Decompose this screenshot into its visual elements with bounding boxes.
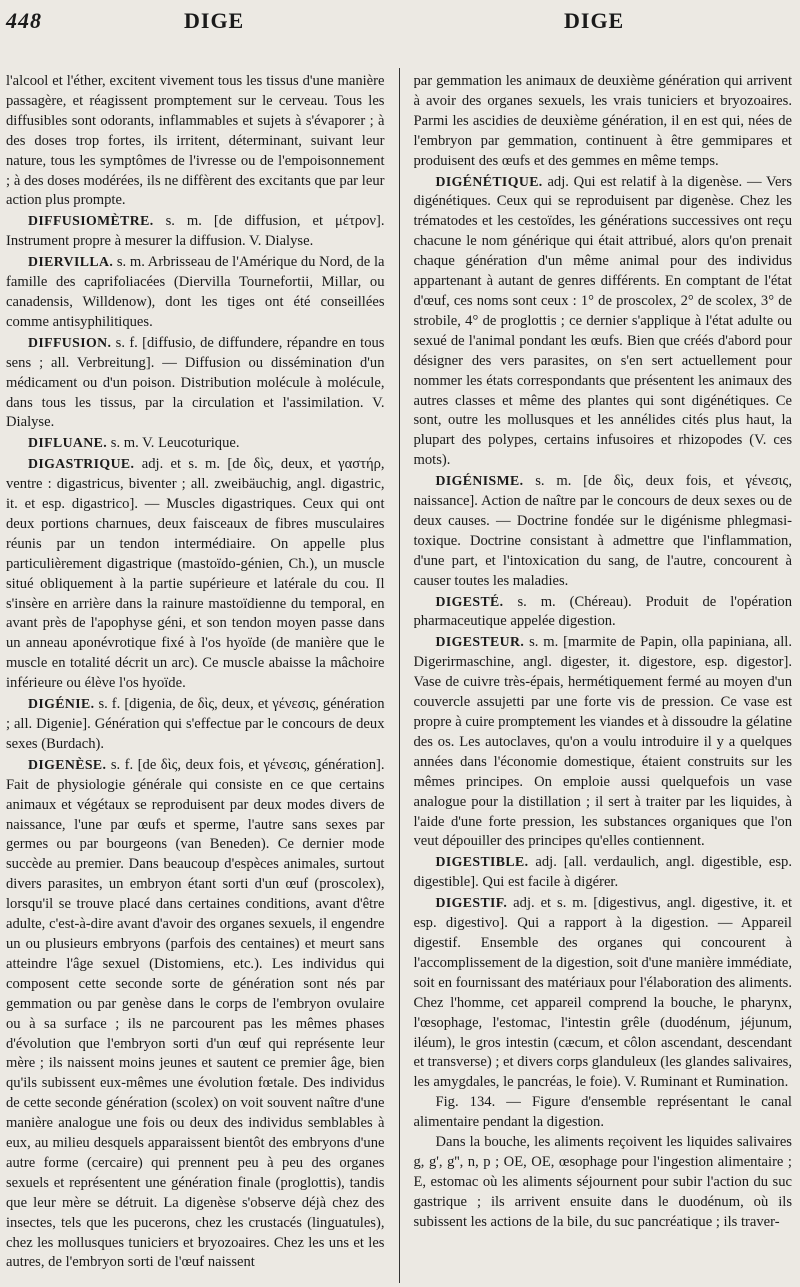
entry-text: s. m. (Chéreau). Produit de l'opération pharmaceutique appelée digestion. — [413, 593, 792, 630]
entry-text: l'alcool et l'éther, excitent vivement tous les tissus d'une manière passagère, et réagissent promptement sur le cerveau. Tous les diffusibles sont odorants, inflammables et sujets à s'évaporer ; à des doses trop fortes, ils irritent, déterminant, suivant leur nature, tous les symptômes de l'ivresse ou de l'empoisonnement ; à des doses modérées, ils ne diffèrent des excitants que par leur action plus prompte. — [6, 73, 385, 209]
figure-caption — [414, 1093, 793, 1133]
entry-text: s. f. [diffusio, de diffundere, répandre en tous sens ; all. Verbreitung]. — Diffusion ou dissémination d'un médicament ou d'un poison. Distribution molécule à molécule, dans tous les tissus, par la circulation et l'assimilation. V. Dialyse. — [6, 334, 385, 431]
headword: DIGÉNIE. — [28, 696, 95, 712]
entry-text: s. m. [marmite de Papin, olla papiniana, all. Digerirmaschine, angl. digester, it. digestore, esp. digestor]. Vase de cuivre très-épais, hermétiquement fermé au moyen d'un couvercle assujetti par une forte vis de pression. Ce vase est propre à cuire promptement les viandes et à dissoudre la gélatine des os. Les autoclaves, qu'on a voulu introduire il y a quelques années dans l'économie domestique, étaient construits sur les mêmes principes. On emploie aussi quelquefois un vase analogue pour la distillation ; il sert à traiter par les liquides, à l'aide d'une forte pression, les substances organiques que l'on veut dépouiller des principes qu'elles contiennent. — [413, 634, 792, 850]
headword: DIGESTEUR. — [435, 634, 525, 650]
caption-text: Fig. 134. — Figure d'ensemble représentant le canal alimentaire pendant la digestion. — [413, 1094, 792, 1131]
entry-digenetique — [414, 172, 793, 472]
entry-text: s. f. [de δὶς, deux fois, et γένεσις, génération]. Fait de physiologie générale qui consiste en ce que certains animaux et végétaux se reproduisent par deux modes divers de naissance, l'une par œufs et sperme, l'autre sans sexes par germes ou par bourgeons (van Beneden). Ce dernier mode succède au premier. Dans beaucoup d'espèces animales, surtout divers parasites, un embryon étant sorti d'un œuf (proscolex), lorsqu'il se trouve placé dans certaines conditions, avant d'être adulte, c'est-à-dire avant d'avoir des organes sexuels, il engendre un ou plusieurs embryons (parfois des centaines) et meurt sans atteindre l'âge sexuel (Distomiens, etc.). Les individus qui composent cette seconde sorte de génération sont nés par gemmation ou par genèse dans le corps de l'embryon ovulaire ou à sa surface ; ils ne parcourent pas les mêmes phases d'évolution que l'embryon sorti d'un œuf qui représente leur mère ; ils naissent moins jeunes et sautent ce premier âge, bien qu'ils subissent eux-mêmes une évolution fœtale. Des individus de cette seconde génération (scolex) on voit souvent naître d'une manière analogue une fois ou deux des individus semblables à eux, au milieu desquels apparaissent bientôt des embryons d'une autre forme (cercaire) qui prennent peu à peu des organes sexuels et représentent une génération finale (proglottis), tandis que leur mère se détruit. La digenèse s'observe déjà chez des insectes, tels que les pucerons, chez les crustacés (linguatules), chez les mollusques tuniciers et bryozoaires. Chez les uns et les autres, de l'embryon sorti de l'œuf naissent — [6, 756, 385, 1271]
headword: DIGENÈSE. — [28, 756, 107, 772]
headword: DIFLUANE. — [28, 435, 108, 451]
entry-digenese — [6, 755, 385, 1274]
headword: DIERVILLA. — [28, 254, 114, 270]
headword: DIGESTIF. — [435, 895, 508, 911]
entry-digastrique — [6, 454, 385, 694]
headword: DIGÉNISME. — [435, 473, 524, 489]
column-divider — [399, 68, 400, 1283]
entry-continuation — [414, 72, 793, 172]
headword: DIFFUSIOMÈTRE. — [28, 213, 154, 229]
headword: DIGESTÉ. — [435, 593, 504, 609]
entry-text: adj. et s. m. [digestivus, angl. digestive, it. et esp. digestivo]. Qui a rapport à la digestion. — Appareil digestif. Ensemble des organes qui concourent à l'accomplissement de la digestion, soit d'une manière immédiate, soit en fournissant des matériaux pour l'élaboration des aliments. Chez l'homme, cet appareil comprend la bouche, le pharynx, l'œsophage, l'estomac, l'intestin grêle (duodénum, jéjunum, iléum), le gros intestin (cæcum, et côlon ascendant, descendant et transverse) ; et divers corps glanduleux (les glandes salivaires, les amygdales, le pancréas, le foie). V. Ruminant et Rumination. — [413, 895, 792, 1091]
entry-text: par gemmation les animaux de deuxième génération qui arrivent à avoir des organes sexuels, les vrais tuniciers et bryozoaires. Parmi les ascidies de deuxième génération, il en est qui, nées de l'embryon par gemmation, continuent à être gemmipares et produisent des œufs et des gemmes en même temps. — [413, 73, 792, 169]
entry-text: adj. [all. verdaulich, angl. digestible, esp. digestible]. Qui est facile à digérer. — [413, 854, 792, 891]
entry-digestible — [414, 852, 793, 893]
headword: DIGÉNÉTIQUE. — [435, 173, 543, 189]
entry-diffusiometre — [6, 211, 385, 252]
entry-difluane — [6, 433, 385, 454]
entry-text: s. m. V. Leucoturique. — [110, 435, 240, 452]
entry-text: s. m. [de diffusion, et μέτρον]. Instrument propre à mesurer la diffusion. V. Dialyse. — [6, 213, 385, 250]
entry-continuation — [6, 72, 385, 211]
left-running-head: DIGE — [184, 8, 245, 33]
entry-text: s. m. Arbrisseau de l'Amérique du Nord, de la famille des caprifoliacées (Diervilla Tournefortii, Millar, ou canadensis, Willdenow), dont les tiges ont été conseillées comme antisyphilitiques. — [6, 254, 385, 330]
right-column — [414, 72, 793, 1283]
entry-digeste — [414, 592, 793, 633]
headword: DIGESTIBLE. — [435, 854, 529, 870]
headword: DIFFUSION. — [28, 334, 112, 350]
entry-digestif — [414, 893, 793, 1093]
entry-text: adj. et s. m. [de δὶς, deux, et γαστήρ, ventre : digastricus, biventer ; all. zweibäuchig, angl. digastric, it. et esp. digastrico]. — Muscles digastriques. Ceux qui ont deux portions charnues, deux faisceaux de fibres musculaires réunis par un tendon intermédiaire. On appelle plus particulièrement digastrique (mastoïdo-génien, Ch.), un muscle situé obliquement à la partie supérieure et latérale du cou. Il s'insère en arrière dans la rainure mastoïdienne du temporal, en avant près de l'apophyse géni, et son tendon moyen passe dans un anneau aponévrotique fixé à l'os hyoïde (de manière que le muscle en totalité décrit un arc). Ce muscle abaisse la mâchoire inférieure ou élève l'os hyoïde. — [6, 456, 385, 692]
left-column — [6, 72, 385, 1283]
page-header — [6, 4, 792, 36]
right-running-head: DIGE — [564, 8, 625, 33]
entry-text: s. m. [de δὶς, deux fois, et γένεσις, naissance]. Action de naître par le concours de deux sexes ou de deux causes. — Doctrine fondée sur le digénisme phlegmasi-toxique. Doctrine consistant à admettre que l'inflammation, d'une part, et l'intoxication du sang, de l'autre, concourent à causer toutes les maladies. — [413, 473, 792, 589]
entry-diffusion — [6, 333, 385, 434]
entry-digenisme — [414, 471, 793, 591]
description-text: Dans la bouche, les aliments reçoivent les liquides salivaires g, g', g'', n, p ; OE, OE, œsophage pour l'ingestion alimentaire ; E, estomac où les aliments séjournent pour subir l'action du suc gastrique ; ils arrivent ensuite dans le duodénum, où ils subissent les actions de la bile, du suc pancréatique ; ils traver- — [413, 1134, 792, 1230]
headword: DIGASTRIQUE. — [28, 456, 135, 472]
entry-digesteur — [414, 632, 793, 852]
entry-text: adj. Qui est relatif à la digenèse. — Vers digénétiques. Ceux qui se reproduisent par digenèse. Chez les trématodes et les cestoïdes, les générations successives ont reçu chacune le nom générique qui était attribué, alors qu'on prenait chaque génération d'un même animal pour des individus appartenant à autant de genres différents. En comptant de l'état d'œuf, ces noms sont ceux : 1° de proscolex, 2° de scolex, 3° de strobile, 4° de proglottis ; ce dernier s'applique à l'état adulte ou sexué de l'animal pondant les œufs. Bien que créés d'abord pour désigner des vers parasites, on s'en sert actuellement pour nommer les états correspondants que présentent les animaux des autres classes et même des plantes qui sont digénétiques. Ce sont, outre les mollusques et les annélides cités plus haut, la plupart des polypes, certains infusoires et rhizopodes (V. ces mots). — [413, 173, 792, 469]
entry-text: s. f. [digenia, de δὶς, deux, et γένεσις, génération ; all. Digenie]. Génération qui s'effectue par le concours de deux sexes (Burdach). — [6, 696, 385, 752]
entry-digenie — [6, 694, 385, 755]
text-columns — [6, 72, 792, 1283]
figure-description — [414, 1133, 793, 1233]
entry-diervilla — [6, 252, 385, 333]
page-number: 448 — [6, 8, 42, 33]
